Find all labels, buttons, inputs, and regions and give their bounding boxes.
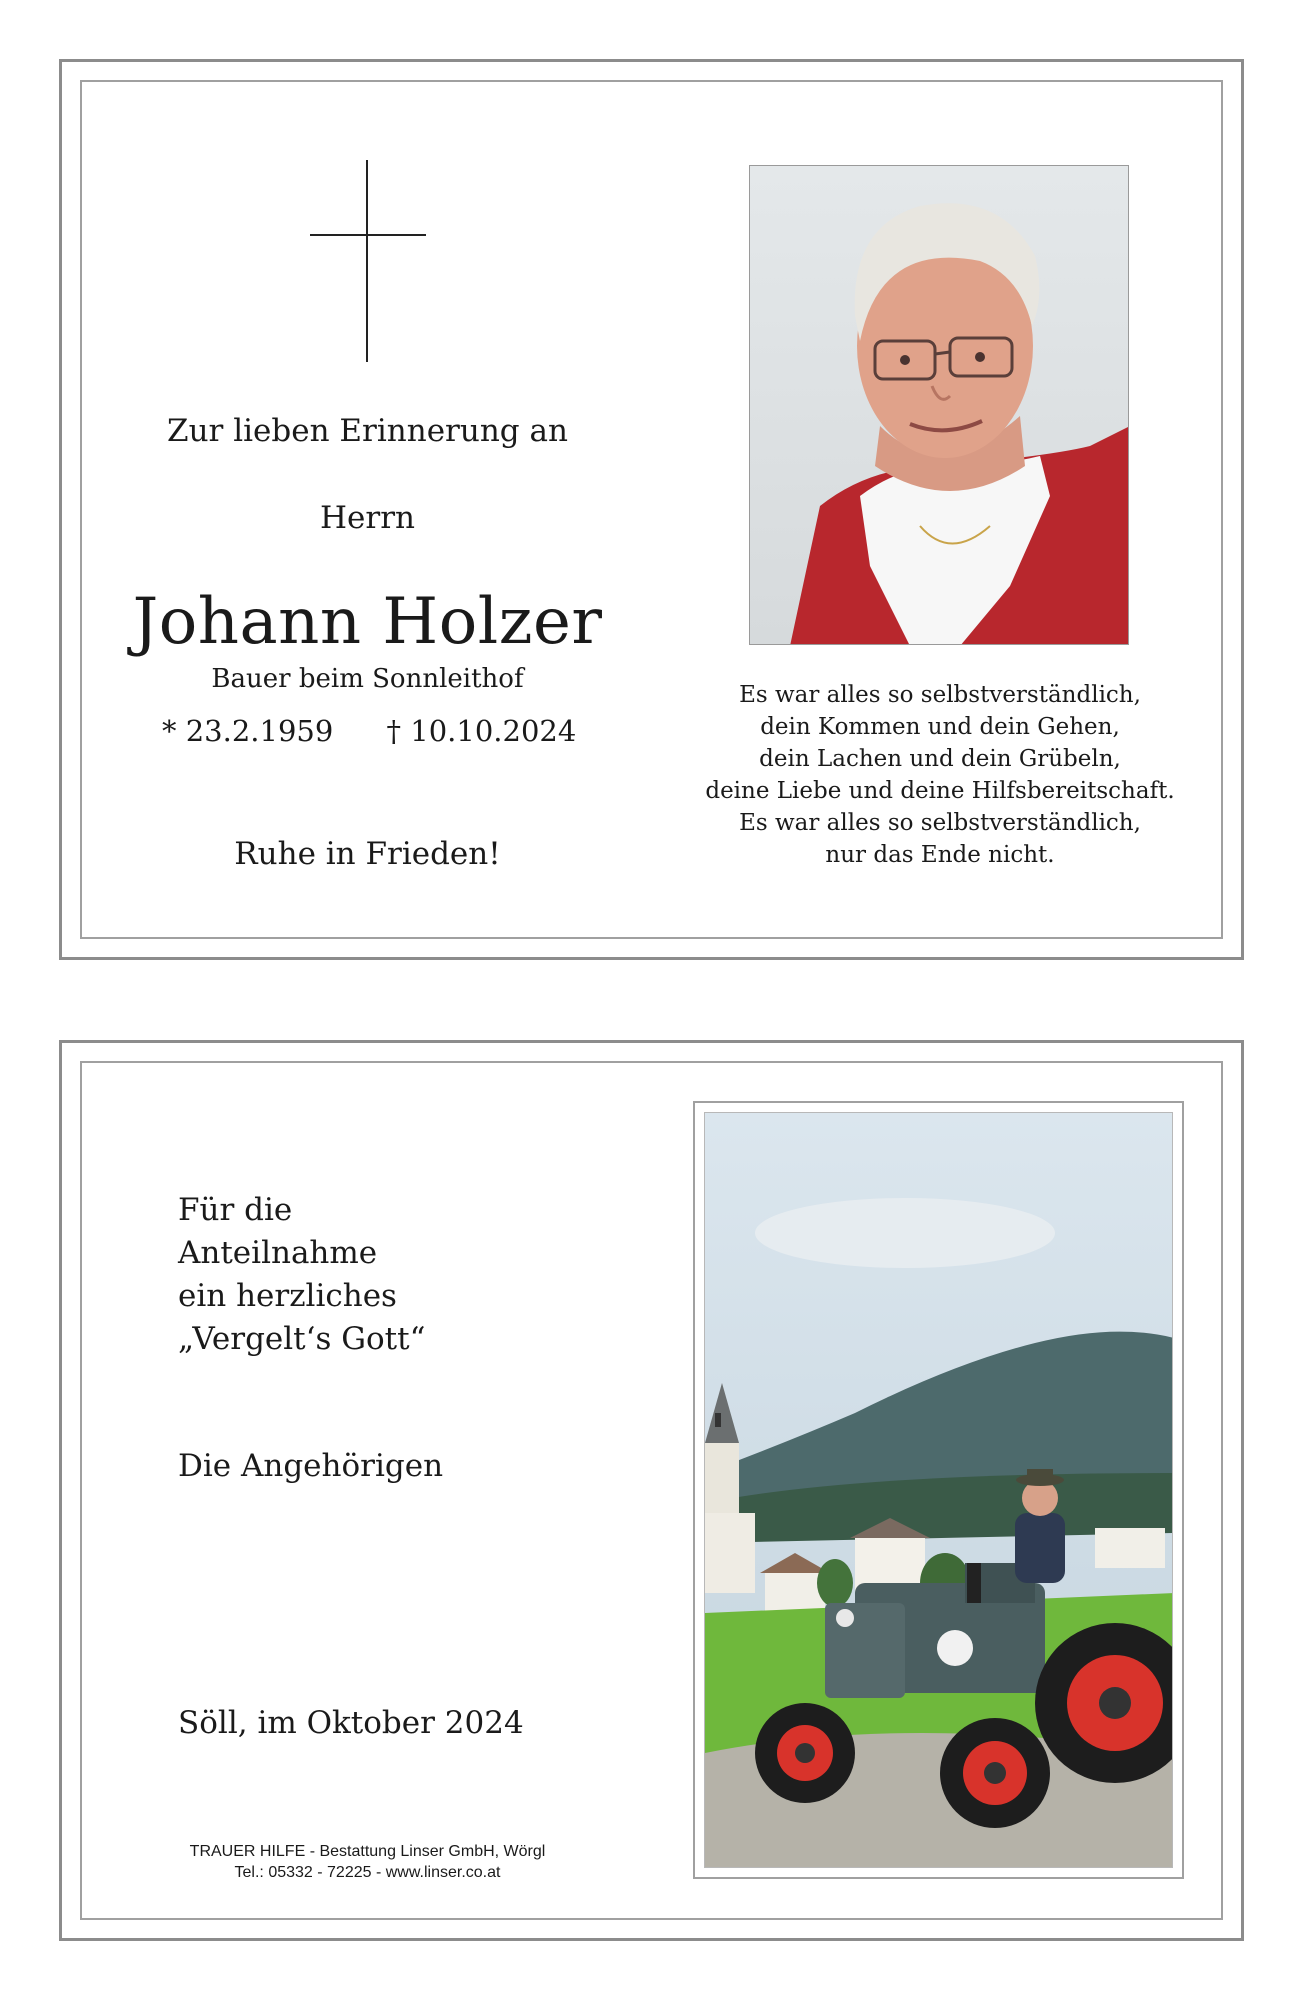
tractor-photo	[704, 1112, 1173, 1868]
tractor-photo-frame	[693, 1101, 1184, 1879]
occupation: Bauer beim Sonnleithof	[211, 664, 524, 694]
salutation: Herrn	[320, 500, 415, 536]
thanks-line: „Vergelt‘s Gott“	[178, 1321, 426, 1357]
deceased-name: Johann Holzer	[132, 585, 603, 659]
farewell-text: Ruhe in Frieden!	[234, 836, 501, 872]
memorial-poem	[700, 679, 1180, 871]
thanks-line: ein herzliches	[178, 1278, 397, 1314]
undertaker-line: TRAUER HILFE - Bestattung Linser GmbH, Wörgl	[189, 1843, 546, 1860]
death-date: † 10.10.2024	[386, 714, 577, 748]
relatives-signature: Die Angehörigen	[178, 1448, 444, 1484]
undertaker-line: Tel.: 05332 - 72225 - www.linser.co.at	[234, 1864, 501, 1881]
poem-line: dein Lachen und dein Grübeln,	[759, 746, 1121, 772]
poem-line: Es war alles so selbstverständlich,	[739, 810, 1141, 836]
cross-icon	[310, 160, 426, 362]
portrait-photo	[749, 165, 1129, 645]
thanks-text	[178, 1189, 425, 1361]
birth-date: * 23.2.1959	[162, 714, 334, 748]
undertaker-info	[120, 1841, 615, 1883]
poem-line: deine Liebe und deine Hilfsbereitschaft.	[705, 778, 1175, 804]
thanks-line: Anteilnahme	[178, 1235, 378, 1271]
place-date: Söll, im Oktober 2024	[178, 1705, 524, 1741]
thanks-line: Für die	[178, 1192, 293, 1228]
life-dates	[140, 714, 595, 748]
poem-line: dein Kommen und dein Gehen,	[760, 714, 1120, 740]
poem-line: nur das Ende nicht.	[825, 842, 1055, 868]
poem-line: Es war alles so selbstverständlich,	[739, 682, 1141, 708]
remembrance-intro: Zur lieben Erinnerung an	[167, 413, 568, 449]
